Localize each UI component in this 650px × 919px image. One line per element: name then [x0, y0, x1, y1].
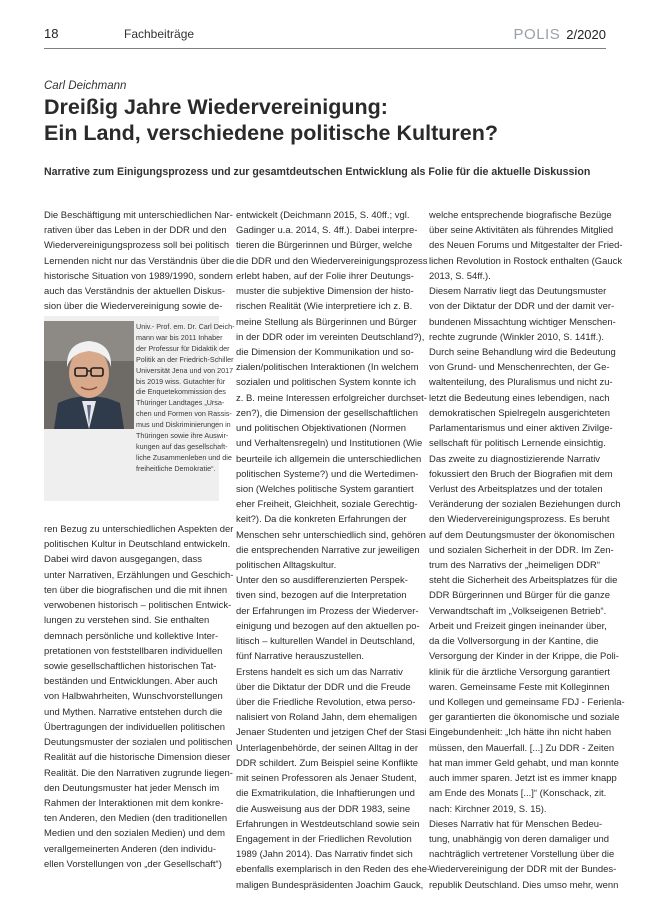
text-line: Lernenden nicht nur das Verständnis über die — [44, 255, 235, 267]
text-line: bundenen Missachtung wichtiger Menschen- — [429, 316, 616, 328]
text-line: ellen Vorstellungen von „der Gesellschaft“) — [44, 858, 222, 870]
text-line: maligen Bundespräsidenten Joachim Gauck, — [236, 879, 424, 891]
text-line: waren. Gemeinsame Feste mit Kolleginnen — [429, 681, 610, 693]
article-author: Carl Deichmann — [44, 80, 127, 92]
text-line: Gadinger u.a. 2014, S. 4ff.). Dabei interpre- — [236, 225, 418, 237]
text-line: über seine Aktivitäten als führendes Mitglied — [429, 225, 614, 237]
text-line: die Exmatrikulation, die Inhaftierungen und — [236, 788, 415, 800]
text-line: mann war bis 2011 Inhaber — [136, 332, 223, 342]
page-number: 18 — [44, 26, 59, 41]
text-line: der Erfahrungen im Prozess der Wiederver- — [236, 605, 419, 617]
title-line: Dreißig Jahre Wiedervereinigung: — [44, 95, 388, 119]
text-line: tiven sind, bezogen auf die Interpretation — [236, 590, 407, 602]
text-line: von Grund- und Menschenrechten, der Ge- — [429, 362, 610, 374]
text-line: Diesem Narrativ liegt das Deutungsmuster — [429, 286, 607, 298]
article-subtitle: Narrative zum Einigungsprozess und zur gesamtdeutschen Entwicklung als Folie für die aktuelle Diskussion — [44, 166, 591, 178]
text-line: eher Freiheit, Gleichheit, soziale Gerechtig- — [236, 499, 418, 511]
text-line: verwobenen historisch – politischen Entwick- — [44, 600, 232, 612]
text-line: verallgemeinerten Anderen (den individu- — [44, 843, 217, 855]
text-line: ren Bezug zu unterschiedlichen Aspekten der — [44, 524, 234, 535]
text-line: des Neuen Forums und Mitgestalter der Fried- — [429, 240, 623, 252]
text-line: lungen zu verstehen sind. Sie enthalten — [44, 615, 210, 627]
section-label: Fachbeiträge — [124, 27, 195, 41]
text-line: ten über die biografischen und die mit ihnen — [44, 584, 228, 596]
journal-brand: POLIS — [513, 26, 561, 43]
text-line: muster die subjektive Dimension der histo- — [236, 286, 414, 298]
journal-issue — [514, 26, 606, 43]
text-line: von der Diktatur der DDR und der damit ver- — [429, 301, 615, 313]
text-line: sion (Welches politische System garantiert — [236, 483, 414, 495]
text-line: einigung und bezogen auf den aktuellen po- — [236, 620, 420, 632]
text-line: Thüringen sowie ihre Auswir- — [136, 431, 229, 441]
text-line: über die Diktatur der DDR und die Freude — [236, 681, 411, 693]
text-line: von Halbwahrheiten, Wunschvorstellungen — [44, 691, 223, 703]
text-line: in der DDR oder im vereinten Deutschland?), — [236, 331, 425, 343]
text-line: sellschaft für politisch Lernende einsichtig. — [429, 438, 606, 450]
text-line: mus und Diskriminierungen in — [136, 420, 231, 430]
text-line: erlebt haben, auf der Folie ihrer Deutungs- — [236, 270, 414, 282]
text-line: und Verhaltensregeln) und Institutionen (Wie — [236, 438, 423, 450]
text-line: am Ende des Monats [...]“ (Konschack, zit. — [429, 788, 607, 800]
text-line: bis 2019 wiss. Gutachter für — [136, 376, 226, 386]
text-line: tieren die Bürgerinnen und Bürger, welche — [236, 240, 413, 252]
text-line: die DDR und den Wiedervereinigungsprozess — [236, 255, 428, 267]
text-line: Übertragungen der individuellen politischen — [44, 721, 226, 733]
text-line: Realität auf die historische Dimension dieser — [44, 752, 231, 764]
text-line: Durch seine Behandlung wird die Bedeutung — [429, 346, 616, 358]
text-line: Versorgung der Kinder in der Krippe, die Poli- — [429, 651, 619, 663]
text-line: klinik für die ärztliche Versorgung garantiert — [429, 666, 610, 678]
text-line: meine Stellung als Bürgerinnen und Bürger — [236, 316, 417, 328]
header-rule — [44, 48, 606, 49]
text-line: unter Narrativen, Erzählungen und Geschich- — [44, 569, 234, 581]
text-line: beständen und Entwicklungen. Aber auch — [44, 676, 218, 688]
text-line: rechte zugrunde (Winkler 2010, S. 141ff.). — [429, 331, 605, 343]
text-line: Medien und den sozialen Medien) und dem — [44, 828, 226, 840]
text-line: und sozialen Sicherheit in der DDR. Im Zen- — [429, 544, 614, 556]
text-line: lichen Revolution in Rostock enthalten (Gauck — [429, 255, 623, 267]
text-line: Das zweite zu diagnostizierende Narrativ — [429, 453, 601, 465]
text-line: und politischen Objektivationen (Normen — [236, 423, 406, 435]
text-line: demokratischen Spielregeln ausgerichteten — [429, 407, 610, 419]
column-1-top — [44, 208, 235, 315]
text-line: und Mythen. Narrative entstehen durch die — [44, 706, 223, 718]
text-line: republik Deutschland. Dies umso mehr, wenn — [429, 879, 619, 891]
text-line: Eingebundenheit: „Ich hätte ihn nicht haben — [429, 727, 612, 739]
text-line: die entsprechenden Narrative zur jeweiligen — [236, 544, 420, 556]
text-line: freiheitliche Demokratie“. — [136, 463, 216, 473]
text-line: auf dem Deutungsmuster der ökonomischen — [429, 529, 615, 541]
text-line: den Wiedervereinigungsprozess. Es beruht — [429, 514, 610, 526]
text-line: demnach persönliche und kollektive Inter- — [44, 630, 219, 642]
column-1-bottom — [44, 522, 234, 872]
author-photo — [44, 321, 134, 429]
text-line: Verwandtschaft im „Volkseigenen Betrieb“. — [429, 605, 607, 617]
text-line: beurteile ich allgemein die unterschiedlichen — [236, 453, 422, 465]
text-line: entwickelt (Deichmann 2015, S. 40ff.; vgl. — [236, 210, 410, 221]
text-line: auch das Verständnis der aktuellen Diskus- — [44, 286, 225, 298]
text-line: Arbeit und Freizeit gingen ineinander über, — [429, 620, 607, 632]
text-line: 2013, S. 54ff.). — [429, 270, 491, 282]
text-line: letzt die Bedeutung eines lebendigen, nach — [429, 392, 610, 404]
text-line: die Enquetekommission des — [136, 387, 226, 397]
text-line: Wiedervereinigungsprozess soll bei politisch — [44, 240, 230, 252]
text-line: die Ausweisung aus der DDR 1983, seine — [236, 803, 411, 815]
text-line: rischen Realität (Wie interpretiere ich z. B. — [236, 301, 413, 313]
text-line: Menschen sehr unterschiedlich sind, gehören — [236, 529, 426, 541]
text-line: Verlust des Arbeitsplatzes und der totalen — [429, 483, 603, 495]
text-line: ebenfalls exemplarisch in den Reden des ehe- — [236, 864, 431, 876]
text-line: litisch – kulturellen Wandel in Deutschland, — [236, 636, 416, 648]
text-line: fokussiert den Bruch der Biografien mit dem — [429, 468, 613, 480]
text-line: der Professur für Didaktik der — [136, 343, 230, 353]
text-line: Dieses Narrativ hat für Menschen Bedeu- — [429, 818, 603, 830]
text-line: auch immer sparen. Jetzt ist es immer knapp — [429, 773, 617, 785]
author-bio-text — [136, 322, 235, 475]
text-line: politischen Systeme?) und die Wertedimen- — [236, 468, 419, 480]
text-line: kungen auf das gesellschaft- — [136, 441, 228, 451]
text-line: Jenaer Studenten und jetzigen Chef der Stasi — [236, 727, 427, 739]
text-line: DDR Bürgerinnen und Bürger für die ganze — [429, 590, 610, 602]
text-line: müssen, den Mauerfall. [...] Zu DDR - Zeiten — [429, 742, 615, 754]
column-2 — [236, 208, 431, 893]
text-line: sowie gesellschaftlichen historischen Tat- — [44, 660, 217, 672]
text-line: da die Vollversorgung in der Kantine, die — [429, 636, 599, 648]
text-line: rativen über das Leben in der DDR und den — [44, 225, 227, 237]
text-line: steht die Sicherheit des Arbeitsplatzes für die — [429, 575, 618, 587]
text-line: sozialen und politischen System konnte ich — [236, 377, 416, 389]
text-line: politischen Kultur in Deutschland entwickeln. — [44, 539, 231, 551]
text-line: nalisiert von Roland Jahn, dem ehemaligen — [236, 712, 417, 724]
text-line: mit seinen Professoren als Jenaer Student, — [236, 773, 417, 785]
text-line: und Kollegen und gemeinsame FDJ - Ferienla- — [429, 697, 625, 708]
text-line: nachträglich vertretener Vorstellung über die — [429, 849, 615, 861]
text-line: zen?), die Dimension der gesellschaftlichen — [236, 407, 419, 419]
text-line: Wiedervereinigung der DDR mit der Bundes- — [429, 864, 617, 876]
text-line: liche Zusammenleben und die — [136, 452, 232, 462]
text-line: den Deutungsmuster hat jeder Mensch im — [44, 782, 220, 794]
text-line: 1989 (Jahn 2014). Das Narrativ findet sich — [236, 849, 413, 861]
text-line: waltenteilung, des Pluralismus und nicht zu- — [429, 377, 613, 389]
text-line: politischen Alltagskultur. — [236, 560, 337, 572]
text-line: die Dimension der Kommunikation und so- — [236, 346, 414, 358]
text-line: Unterlagenbehörde, der seinen Alltag in der — [236, 742, 419, 754]
text-line: Unter den so ausdifferenzierten Perspek- — [236, 575, 408, 587]
text-line: zialen/politischen Interaktionen (In welchem — [236, 362, 419, 374]
text-line: sion über die Wiedervereinigung sowie de- — [44, 301, 223, 313]
text-line: Rahmen der Interaktionen mit dem konkre- — [44, 797, 224, 809]
text-line: keit?). Da die konkreten Erfahrungen der — [236, 514, 407, 526]
text-line: Univ.- Prof. em. Dr. Carl Deich- — [136, 322, 235, 331]
title-line: Ein Land, verschiedene politische Kulturen? — [44, 121, 498, 145]
text-line: Deutungsmuster der sozialen und politischen — [44, 737, 233, 749]
text-line: historische Situation von 1989/1990, sondern — [44, 270, 233, 282]
text-line: tung, unabhängig von deren damaliger und — [429, 833, 609, 845]
author-bio-box — [44, 316, 235, 501]
text-line: Erstens handelt es sich um das Narrativ — [236, 666, 403, 678]
text-line: fünf Narrative herauszustellen. — [236, 651, 364, 663]
text-line: Die Beschäftigung mit unterschiedlichen Nar- — [44, 210, 233, 221]
text-line: Veränderung der sozialen Beziehungen durch — [429, 499, 621, 511]
text-line: hat man immer Geld gehabt, und man konnte — [429, 757, 619, 769]
text-line: z. B. meine Interessen erfolgreicher durchset- — [236, 392, 427, 404]
text-line: ger garantierten die ökonomische und soziale — [429, 712, 620, 724]
text-line: chen und Formen von Rassis- — [136, 409, 232, 419]
text-line: Engagement in der Friedlichen Revolution — [236, 833, 412, 845]
issue-number: 2/2020 — [566, 27, 606, 42]
text-line: Politik an der Friedrich-Schiller — [136, 354, 234, 364]
text-line: Thüringer Landtages „Ursa- — [136, 398, 225, 408]
text-line: trum des Narrativs der „heimeligen DDR“ — [429, 560, 600, 572]
text-line: Parlamentarismus und einer aktiven Zivilge- — [429, 423, 613, 435]
text-line: Universität Jena und von 2017 — [136, 365, 234, 375]
text-line: pretationen von feststellbaren individuellen — [44, 645, 223, 657]
text-line: über die Friedliche Revolution, etwa perso- — [236, 697, 416, 708]
text-line: nach: Kirchner 2019, S. 15). — [429, 803, 547, 815]
text-line: welche entsprechende biografische Bezüge — [429, 210, 612, 221]
running-header — [44, 26, 606, 46]
text-line: DDR schildert. Zum Beispiel seine Konflikte — [236, 757, 419, 769]
text-line: Erfahrungen in Westdeutschland sowie sein — [236, 818, 420, 830]
article-title — [44, 94, 604, 146]
text-line: ten Anderen, den Medien (den traditionellen — [44, 813, 228, 825]
text-line: Dabei wird davon ausgegangen, dass — [44, 554, 202, 566]
column-3 — [429, 208, 625, 893]
text-line: Realität. Die den Narrativen zugrunde liegen- — [44, 767, 233, 779]
